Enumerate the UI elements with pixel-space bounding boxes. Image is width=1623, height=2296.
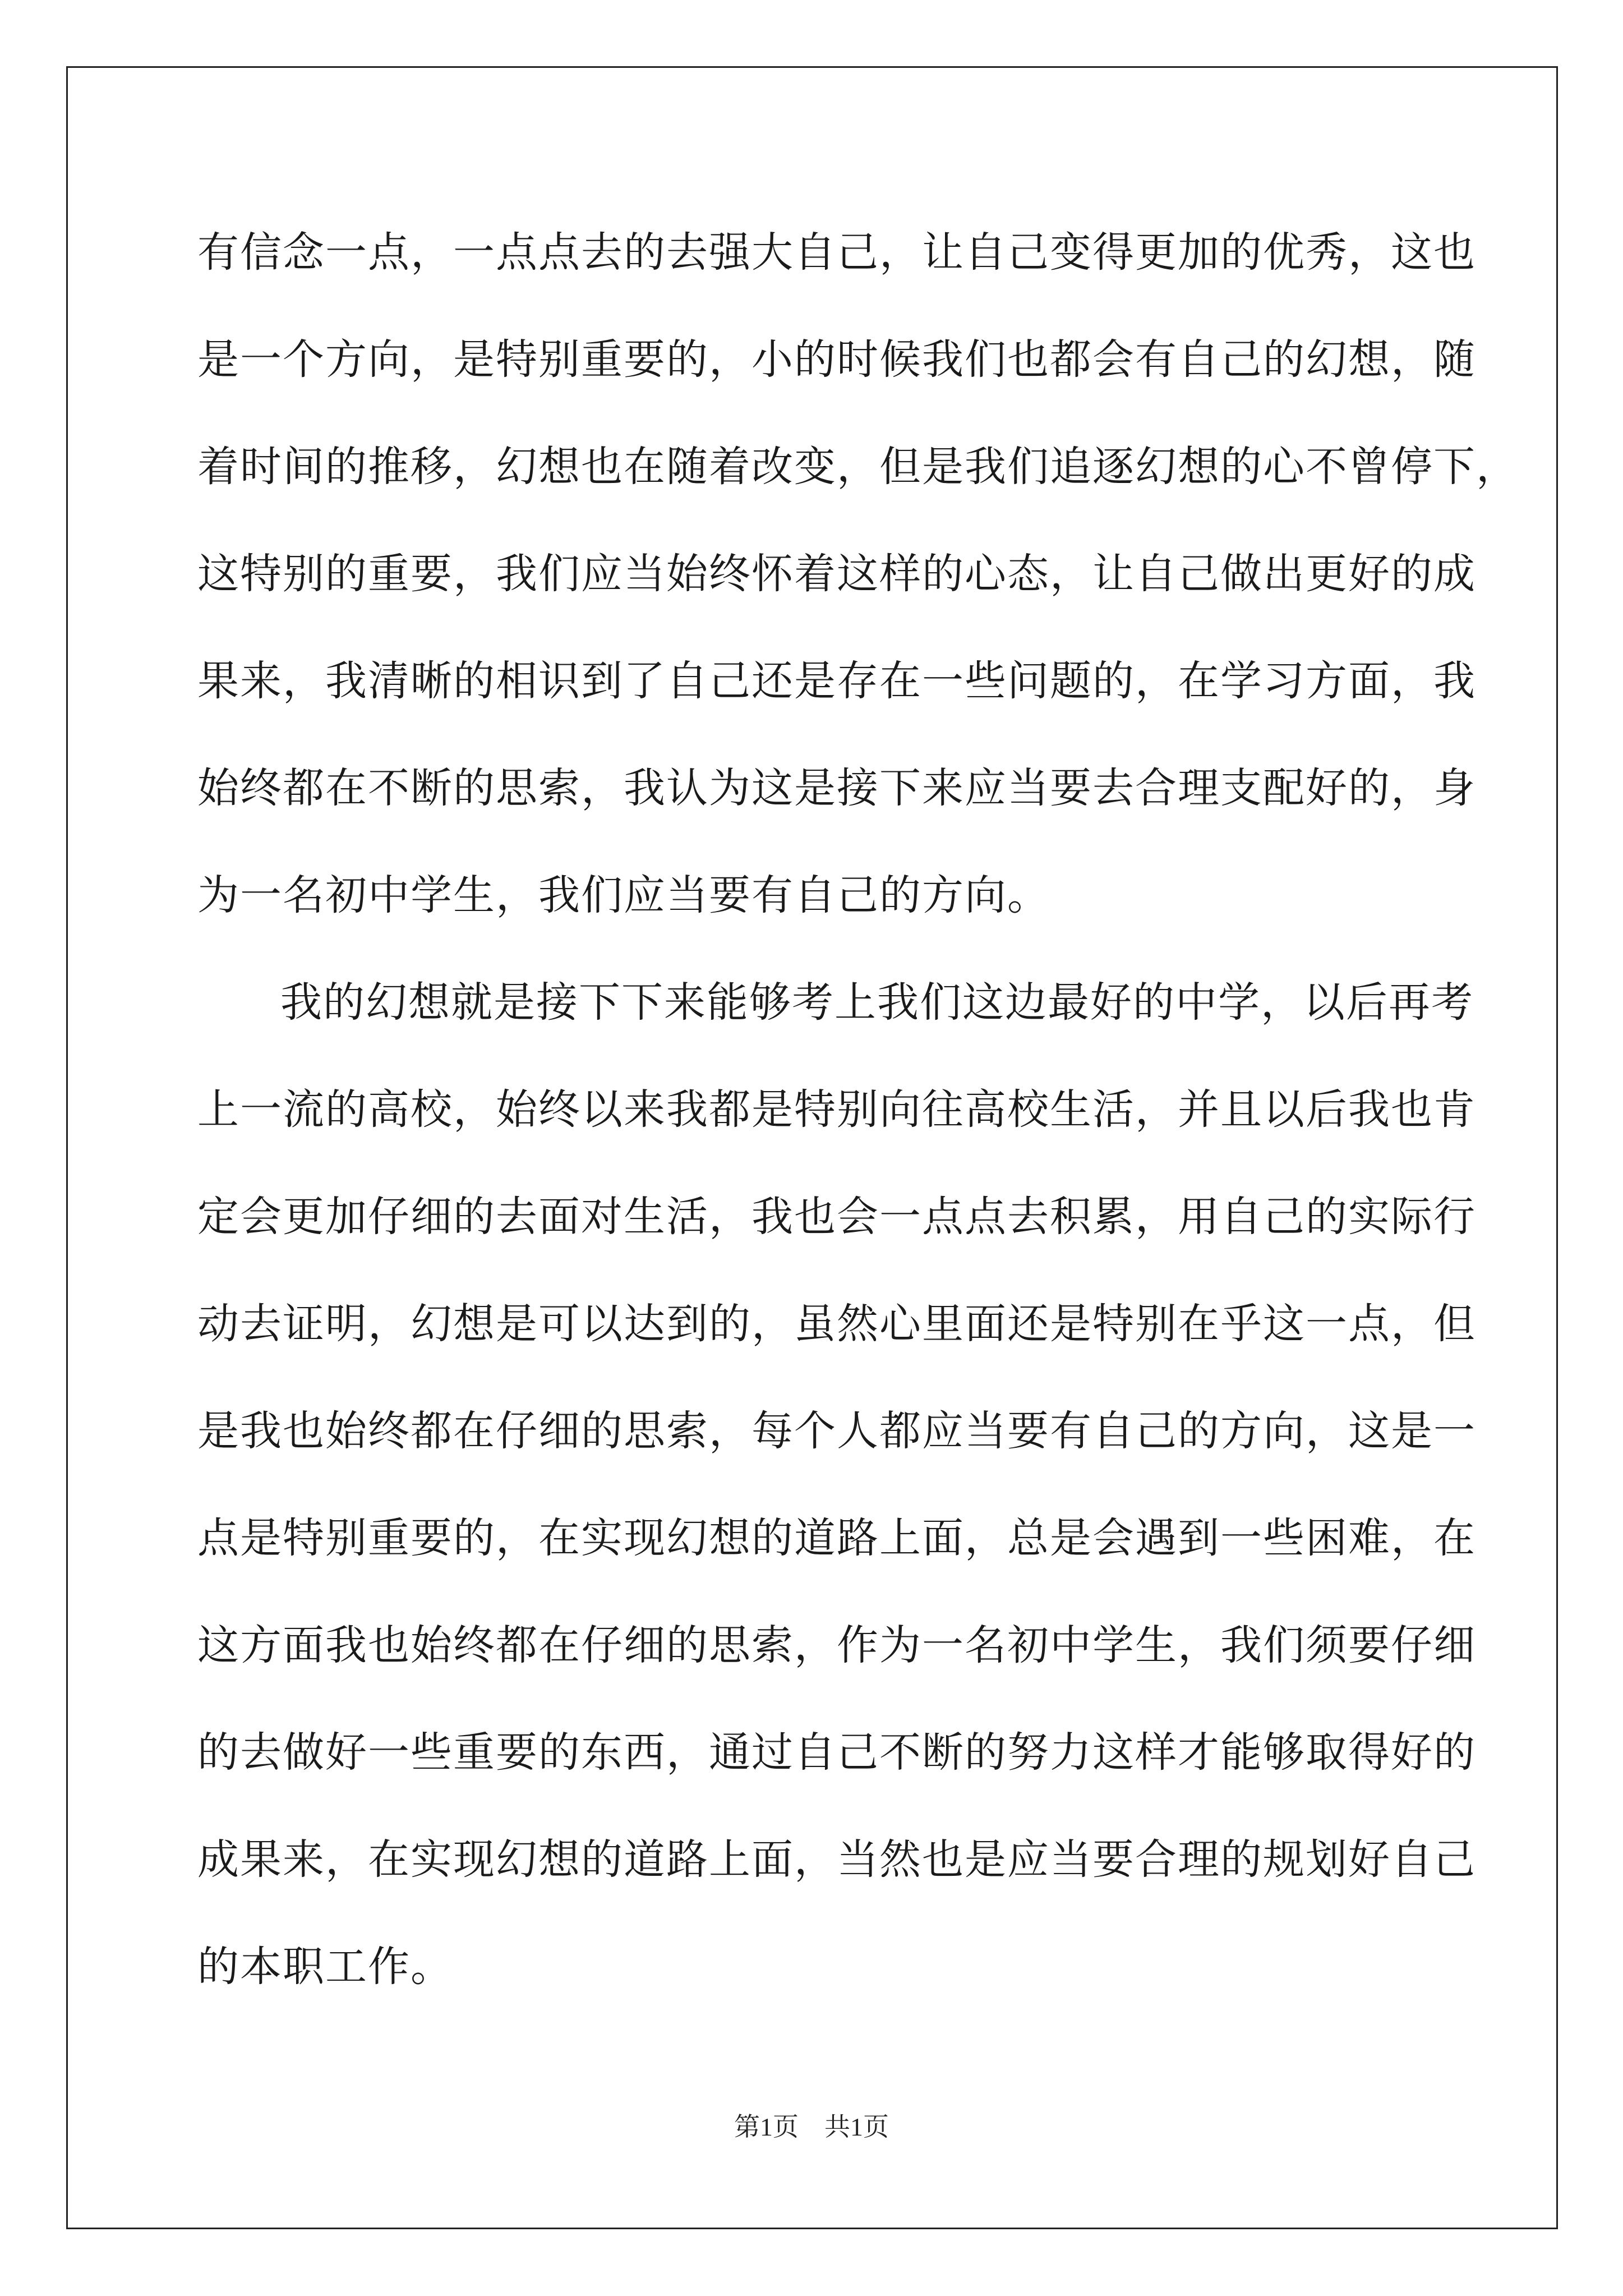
page-number: 第1页: [734, 2113, 799, 2141]
text-line: 的去做好一些重要的东西，通过自己不断的努力这样才能够取得好的: [197, 1728, 1476, 1777]
page-footer: [0, 2106, 1623, 2143]
text-line: 始终都在不断的思索，我认为这是接下来应当要去合理支配好的，身: [197, 764, 1476, 812]
paragraph-1: [197, 222, 1519, 972]
text-line: 点是特别重要的，在实现幻想的道路上面，总是会遇到一些困难，在: [197, 1514, 1476, 1562]
text-line: 的本职工作。: [197, 1943, 453, 1991]
text-line: 定会更加仔细的去面对生活，我也会一点点去积累，用自己的实际行: [197, 1193, 1476, 1241]
text-line: 这方面我也始终都在仔细的思索，作为一名初中学生，我们须要仔细: [197, 1621, 1476, 1669]
text-line: 为一名初中学生，我们应当要有自己的方向。: [197, 871, 1050, 919]
text-line: 动去证明，幻想是可以达到的，虽然心里面还是特别在乎这一点，但: [197, 1300, 1476, 1348]
document-body: [197, 222, 1519, 2043]
text-line-indented: 我的幻想就是接下下来能够考上我们这边最好的中学，以后再考: [280, 978, 1474, 1027]
text-line: 果来，我清晰的相识到了自己还是存在一些问题的，在学习方面，我: [197, 657, 1476, 705]
text-line: 成果来，在实现幻想的道路上面，当然也是应当要合理的规划好自己: [197, 1835, 1476, 1884]
text-line: 着时间的推移，幻想也在随着改变，但是我们追逐幻想的心不曾停下，: [197, 443, 1519, 491]
page-total: 共1页: [824, 2113, 889, 2141]
text-line: 有信念一点，一点点去的去强大自己，让自己变得更加的优秀，这也: [197, 228, 1476, 277]
text-line: 是一个方向，是特别重要的，小的时候我们也都会有自己的幻想，随: [197, 335, 1476, 384]
text-line: 这特别的重要，我们应当始终怀着这样的心态，让自己做出更好的成: [197, 550, 1476, 598]
paragraph-2: [197, 972, 1476, 2043]
text-line: 上一流的高校，始终以来我都是特别向往高校生活，并且以后我也肯: [197, 1085, 1476, 1134]
text-line: 是我也始终都在仔细的思索，每个人都应当要有自己的方向，这是一: [197, 1407, 1476, 1455]
